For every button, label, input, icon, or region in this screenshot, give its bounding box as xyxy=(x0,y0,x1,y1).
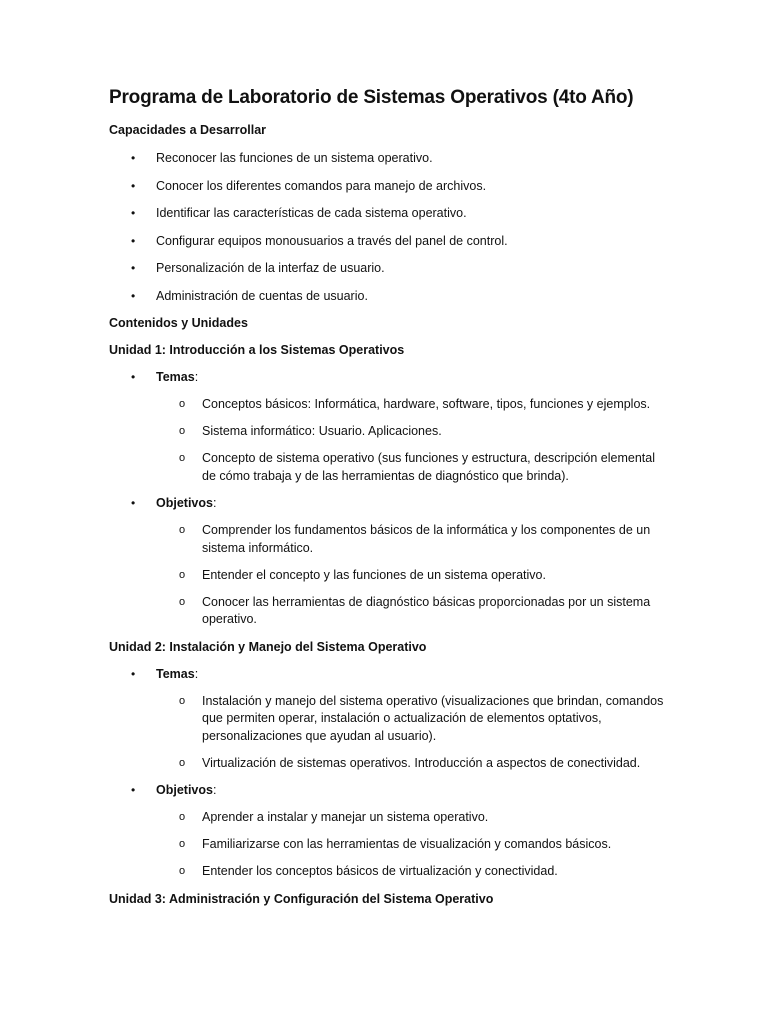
list-item xyxy=(109,205,669,222)
unit-heading-2: Unidad 2: Instalación y Manejo del Sistema Operativo xyxy=(109,639,427,654)
circle-bullet-icon: o xyxy=(179,425,186,437)
list-item-text: Identificar las características de cada sistema operativo. xyxy=(156,206,467,220)
circle-bullet-icon: o xyxy=(179,398,186,410)
sub-list-item xyxy=(109,594,669,629)
bullet-icon: • xyxy=(131,233,136,248)
sub-list-item xyxy=(109,836,669,854)
circle-bullet-icon: o xyxy=(179,694,186,707)
document-page xyxy=(109,86,669,918)
list-item-temas: • Temas: o Conceptos básicos: Informática, hardware, software, tipos, funciones y ejemplos. o Sistema informático: Usuario. Aplicaciones. o Concepto de sistema operativo (sus funciones y estructura, descripción elemental de cómo trabaja y de las herramientas de diagnóstico que brinda). xyxy=(109,369,669,485)
document-title: Programa de Laboratorio de Sistemas Operativos (4to Año) xyxy=(109,87,634,108)
sub-list-item xyxy=(109,809,669,827)
list-item-text: Configurar equipos monousuarios a través del panel de control. xyxy=(156,233,508,248)
bullet-icon: • xyxy=(131,288,136,303)
sub-list-item-text: Virtualización de sistemas operativos. Introducción a aspectos de conectividad. xyxy=(202,755,641,770)
sub-list-item xyxy=(109,863,669,881)
unit-1-list xyxy=(109,369,669,629)
list-item-text: Administración de cuentas de usuario. xyxy=(156,288,368,303)
sub-list-item-text: Comprender los fundamentos básicos de la informática y los componentes de un sistema informático. xyxy=(202,523,651,555)
bullet-icon: • xyxy=(131,261,136,275)
temas-label: Temas xyxy=(156,370,195,384)
bullet-icon: • xyxy=(131,370,136,384)
bullet-icon: • xyxy=(131,783,136,797)
sub-list-item xyxy=(109,450,669,485)
sub-list-item-text: Conceptos básicos: Informática, hardware, software, tipos, funciones y ejemplos. xyxy=(202,397,651,411)
sub-list-item-text: Conocer las herramientas de diagnóstico básicas proporcionadas por un sistema operativo. xyxy=(202,594,651,626)
sub-list-item xyxy=(109,567,669,585)
bullet-icon: • xyxy=(131,151,136,165)
sub-list-item xyxy=(109,423,669,441)
list-item-text: Conocer los diferentes comandos para manejo de archivos. xyxy=(156,178,487,193)
temas-sublist xyxy=(109,396,669,485)
bullet-icon: • xyxy=(131,206,136,220)
circle-bullet-icon: o xyxy=(179,838,186,850)
circle-bullet-icon: o xyxy=(179,595,186,608)
sub-list-item-text: Concepto de sistema operativo (sus funciones y estructura, descripción elemental de cómo trabaja y de las herramientas de diagnóstico que brinda). xyxy=(202,451,656,483)
list-item-temas: • Temas: o Instalación y manejo del sistema operativo (visualizaciones que brindan, comandos que permiten operar, instalación o actualización de elementos optativos, personalizaciones que ayudan al usuario). o Virtualización de sistemas operativos. Introducción a aspectos de conectividad. xyxy=(109,666,669,773)
circle-bullet-icon: o xyxy=(179,568,186,581)
circle-bullet-icon: o xyxy=(179,756,186,769)
objetivos-sublist xyxy=(109,809,669,881)
list-item-text: Reconocer las funciones de un sistema operativo. xyxy=(156,151,433,165)
section-heading-contenidos: Contenidos y Unidades xyxy=(109,316,248,330)
unit-2-list xyxy=(109,666,669,881)
bullet-icon: • xyxy=(131,666,136,681)
sub-list-item xyxy=(109,755,669,773)
section-heading-capacidades: Capacidades a Desarrollar xyxy=(109,123,267,137)
sub-list-item xyxy=(109,522,669,557)
list-item-objetivos: • Objetivos: o Comprender los fundamentos básicos de la informática y los componentes de un sistema informático. o Entender el concepto y las funciones de un sistema operativo. o Conocer las herramientas de diagnóstico básicas proporcionadas por un sistema operativo. xyxy=(109,495,669,629)
circle-bullet-icon: o xyxy=(179,452,186,464)
list-item xyxy=(109,233,669,250)
objetivos-sublist xyxy=(109,522,669,629)
objetivos-label: Objetivos xyxy=(156,496,213,510)
sub-list-item xyxy=(109,693,669,746)
sub-list-item-text: Entender los conceptos básicos de virtualización y conectividad. xyxy=(202,864,558,878)
circle-bullet-icon: o xyxy=(179,865,186,877)
sub-list-item-text: Entender el concepto y las funciones de un sistema operativo. xyxy=(202,567,546,582)
sub-list-item xyxy=(109,396,669,414)
sub-list-item-text: Sistema informático: Usuario. Aplicaciones. xyxy=(202,424,442,438)
sub-list-item-text: Instalación y manejo del sistema operativo (visualizaciones que brindan, comandos que permiten operar, instalación o actualización de elementos optativos, personalizaciones que ayudan al usuario). xyxy=(202,693,664,743)
list-item xyxy=(109,150,669,167)
list-item xyxy=(109,288,669,305)
list-item xyxy=(109,178,669,195)
circle-bullet-icon: o xyxy=(179,524,186,536)
unit-heading-1: Unidad 1: Introducción a los Sistemas Operativos xyxy=(109,343,405,357)
sub-list-item-text: Familiarizarse con las herramientas de visualización y comandos básicos. xyxy=(202,837,612,851)
sub-list-item-text: Aprender a instalar y manejar un sistema operativo. xyxy=(202,810,489,824)
temas-sublist xyxy=(109,693,669,773)
bullet-icon: • xyxy=(131,178,136,193)
unit-heading-3: Unidad 3: Administración y Configuración del Sistema Operativo xyxy=(109,891,494,906)
capacidades-list xyxy=(109,150,669,305)
list-item xyxy=(109,260,669,277)
bullet-icon: • xyxy=(131,496,136,510)
circle-bullet-icon: o xyxy=(179,811,186,823)
list-item-objetivos: • Objetivos: o Aprender a instalar y manejar un sistema operativo. o Familiarizarse con las herramientas de visualización y comandos básicos. o Entender los conceptos básicos de virtualización y conectividad. xyxy=(109,782,669,881)
list-item-text: Personalización de la interfaz de usuario. xyxy=(156,261,385,275)
temas-label: Temas xyxy=(156,666,195,681)
objetivos-label: Objetivos xyxy=(156,783,213,797)
